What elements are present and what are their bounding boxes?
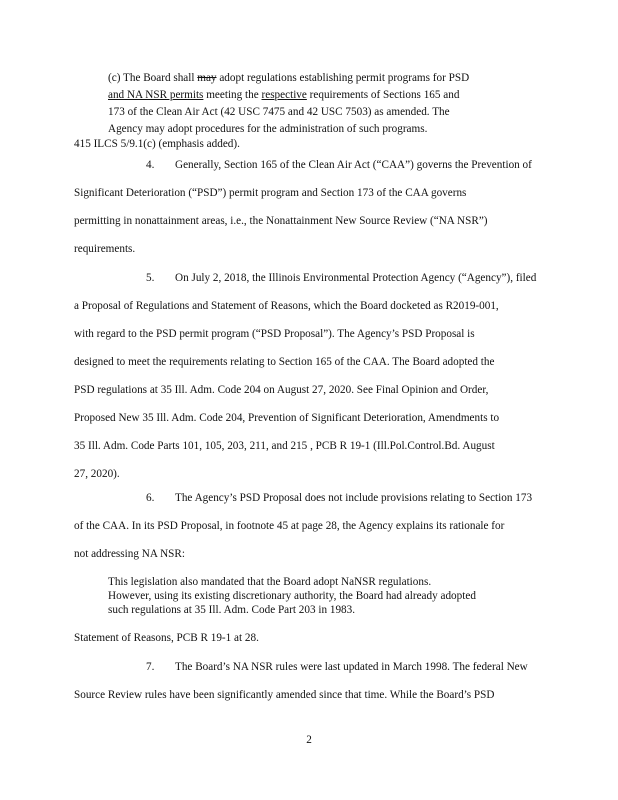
quote-line: This legislation also mandated that the Board adopt NaNSR regulations. [108, 576, 432, 588]
citation-statute: 415 ILCS 5/9.1(c) (emphasis added). [74, 138, 240, 150]
quote-line: and NA NSR permits meeting the respective requirements of Sections 165 and [108, 89, 460, 101]
paragraph-number: 5. [146, 272, 155, 284]
paragraph-line: requirements. [74, 243, 136, 255]
paragraph-line: Proposed New 35 Ill. Adm. Code 204, Prevention of Significant Deterioration, Amendments to [74, 412, 500, 424]
block-quote-footnote [108, 575, 508, 617]
paragraph-line: of the CAA. In its PSD Proposal, in footnote 45 at page 28, the Agency explains its rationale for [74, 520, 505, 532]
struck-text: may [197, 72, 217, 84]
paragraph-7 [74, 659, 554, 703]
paragraph-5 [74, 270, 554, 482]
paragraph-number: 6. [146, 492, 155, 504]
paragraph-line: with regard to the PSD permit program (“PSD Proposal”). The Agency’s PSD Proposal is [74, 328, 475, 340]
paragraph-6 [74, 490, 554, 562]
paragraph-line: 5. On July 2, 2018, the Illinois Environmental Protection Agency (“Agency”), filed [146, 272, 537, 284]
inserted-text: respective [261, 89, 307, 101]
paragraph-line: PSD regulations at 35 Ill. Adm. Code 204 on August 27, 2020. See Final Opinion and Order, [74, 384, 489, 396]
quote-line: However, using its existing discretionary authority, the Board had already adopted [108, 590, 476, 602]
block-quote-statute [108, 70, 508, 138]
paragraph-line: 27, 2020). [74, 468, 120, 480]
paragraph-4 [74, 157, 554, 257]
paragraph-line: not addressing NA NSR: [74, 548, 185, 560]
paragraph-number: 4. [146, 159, 155, 171]
paragraph-line: 6. The Agency’s PSD Proposal does not include provisions relating to Section 173 [146, 492, 533, 504]
paragraph-number: 7. [146, 661, 155, 673]
paragraph-line: 7. The Board’s NA NSR rules were last updated in March 1998. The federal New [146, 661, 528, 673]
quote-line: Agency may adopt procedures for the administration of such programs. [108, 123, 428, 135]
quote-line: (c) The Board shall may adopt regulations establishing permit programs for PSD [108, 72, 470, 84]
citation-statement: Statement of Reasons, PCB R 19-1 at 28. [74, 632, 259, 644]
paragraph-line: Significant Deterioration (“PSD”) permit program and Section 173 of the CAA governs [74, 187, 467, 199]
inserted-text: and NA NSR permits [108, 89, 204, 101]
quote-line: such regulations at 35 Ill. Adm. Code Part 203 in 1983. [108, 604, 356, 616]
page-number: 2 [306, 734, 312, 746]
paragraph-line: 35 Ill. Adm. Code Parts 101, 105, 203, 211, and 215 , PCB R 19-1 (Ill.Pol.Control.Bd. August [74, 440, 495, 452]
quote-line: 173 of the Clean Air Act (42 USC 7475 and 42 USC 7503) as amended. The [108, 106, 450, 118]
paragraph-line: permitting in nonattainment areas, i.e., the Nonattainment New Source Review (“NA NSR”) [74, 215, 488, 227]
paragraph-line: designed to meet the requirements relating to Section 165 of the CAA. The Board adopted the [74, 356, 495, 368]
paragraph-line: a Proposal of Regulations and Statement of Reasons, which the Board docketed as R2019-001, [74, 300, 499, 312]
paragraph-line: Source Review rules have been significantly amended since that time. While the Board’s PSD [74, 689, 495, 701]
paragraph-line: 4. Generally, Section 165 of the Clean Air Act (“CAA”) governs the Prevention of [146, 159, 532, 171]
